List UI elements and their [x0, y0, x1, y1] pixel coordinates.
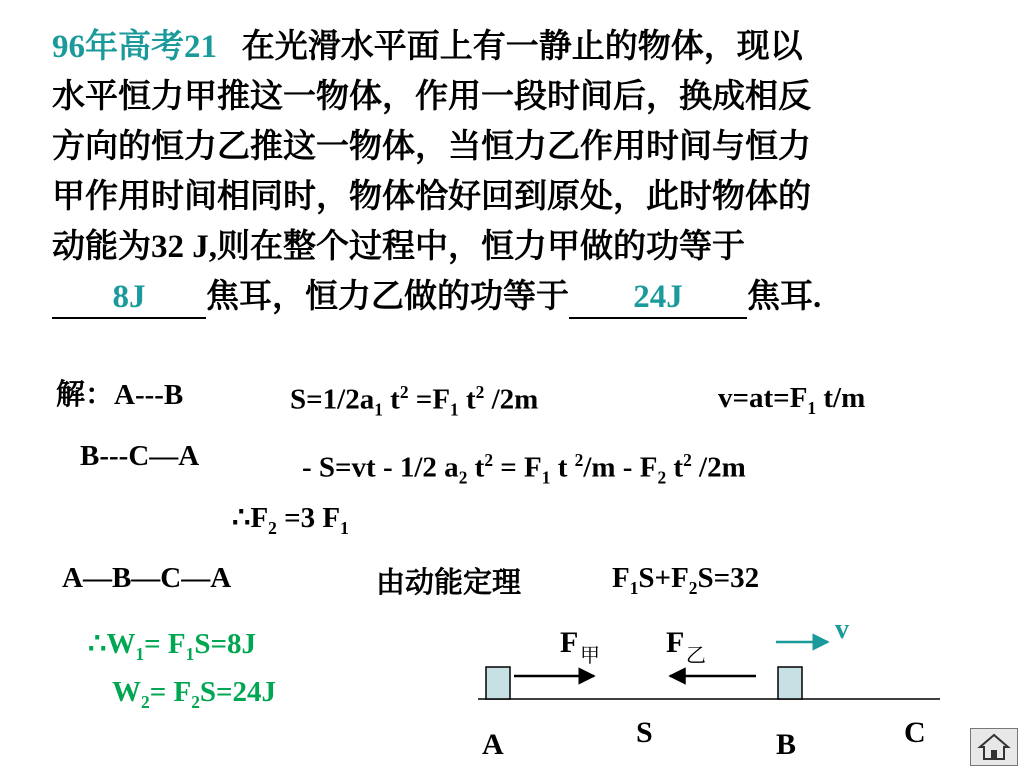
motion-diagram-svg — [470, 612, 950, 768]
problem-line-3: 方向的恒力乙推这一物体，当恒力乙作用时间与恒力 — [52, 129, 811, 165]
path-b-c-a: B---C—A — [80, 440, 200, 472]
problem-line-6 — [52, 272, 982, 322]
problem-mid-text: 焦耳，恒力乙做的功等于 — [206, 279, 569, 315]
block-at-b — [778, 667, 802, 699]
problem-line-5: 动能为32 J,则在整个过程中，恒力甲做的功等于 — [52, 229, 745, 265]
force-jia-label: F — [560, 626, 579, 659]
problem-line-1 — [52, 22, 982, 72]
equation-displacement: $S=1/2a_1$ $t^2 =F_1$ $t^2$ /2m — [290, 382, 539, 420]
problem-statement — [52, 22, 982, 322]
result-w2: $W_2= F_2S=24J$ — [112, 676, 277, 712]
motion-diagram — [470, 612, 950, 768]
equation-energy: $F_1S+F_2S=32$ — [612, 562, 760, 598]
answer-blank-2: 24J — [569, 277, 747, 319]
problem-end-text: 焦耳. — [747, 279, 822, 315]
solution-label: 解： — [56, 379, 115, 411]
distance-s-label: S — [636, 716, 653, 749]
answer-blank-1: 8J — [52, 277, 206, 319]
problem-line-4: 甲作用时间相同时，物体恰好回到原处，此时物体的 — [52, 179, 811, 215]
solution-step-1 — [56, 372, 183, 413]
theorem-label: 由动能定理 — [376, 567, 522, 599]
home-button[interactable] — [970, 728, 1018, 766]
equation-velocity: $v=at=F_1$ t/m — [718, 382, 866, 418]
point-b-label: B — [776, 728, 797, 761]
problem-line-2: 水平恒力甲推这一物体，作用一段时间后，换成相反 — [52, 79, 811, 115]
force-yi-label: F — [666, 626, 685, 659]
home-icon — [971, 729, 1017, 765]
problem-text: 在光滑水平面上有一静止的物体，现以 — [241, 29, 803, 65]
velocity-label: v — [835, 614, 849, 645]
block-at-a — [486, 667, 510, 699]
path-a-b: A---B — [114, 379, 184, 411]
point-c-label: C — [904, 716, 926, 749]
equation-return: - S=vt - 1/2 $a_2$ $t^2 = F_1$ t $^2/m - F_2$ $t^2$ /2m — [302, 450, 746, 488]
result-w1: $\therefore W_1= F_1S=8J$ — [88, 628, 257, 664]
equation-force-ratio: $\therefore F_2 =3$ $F_1$ — [232, 502, 349, 538]
problem-label: 96年高考21 — [52, 29, 217, 65]
point-a-label: A — [482, 728, 504, 761]
force-yi-subscript: 乙 — [686, 645, 706, 667]
path-full: A—B—C—A — [62, 562, 232, 594]
force-jia-subscript: 甲 — [580, 645, 600, 667]
